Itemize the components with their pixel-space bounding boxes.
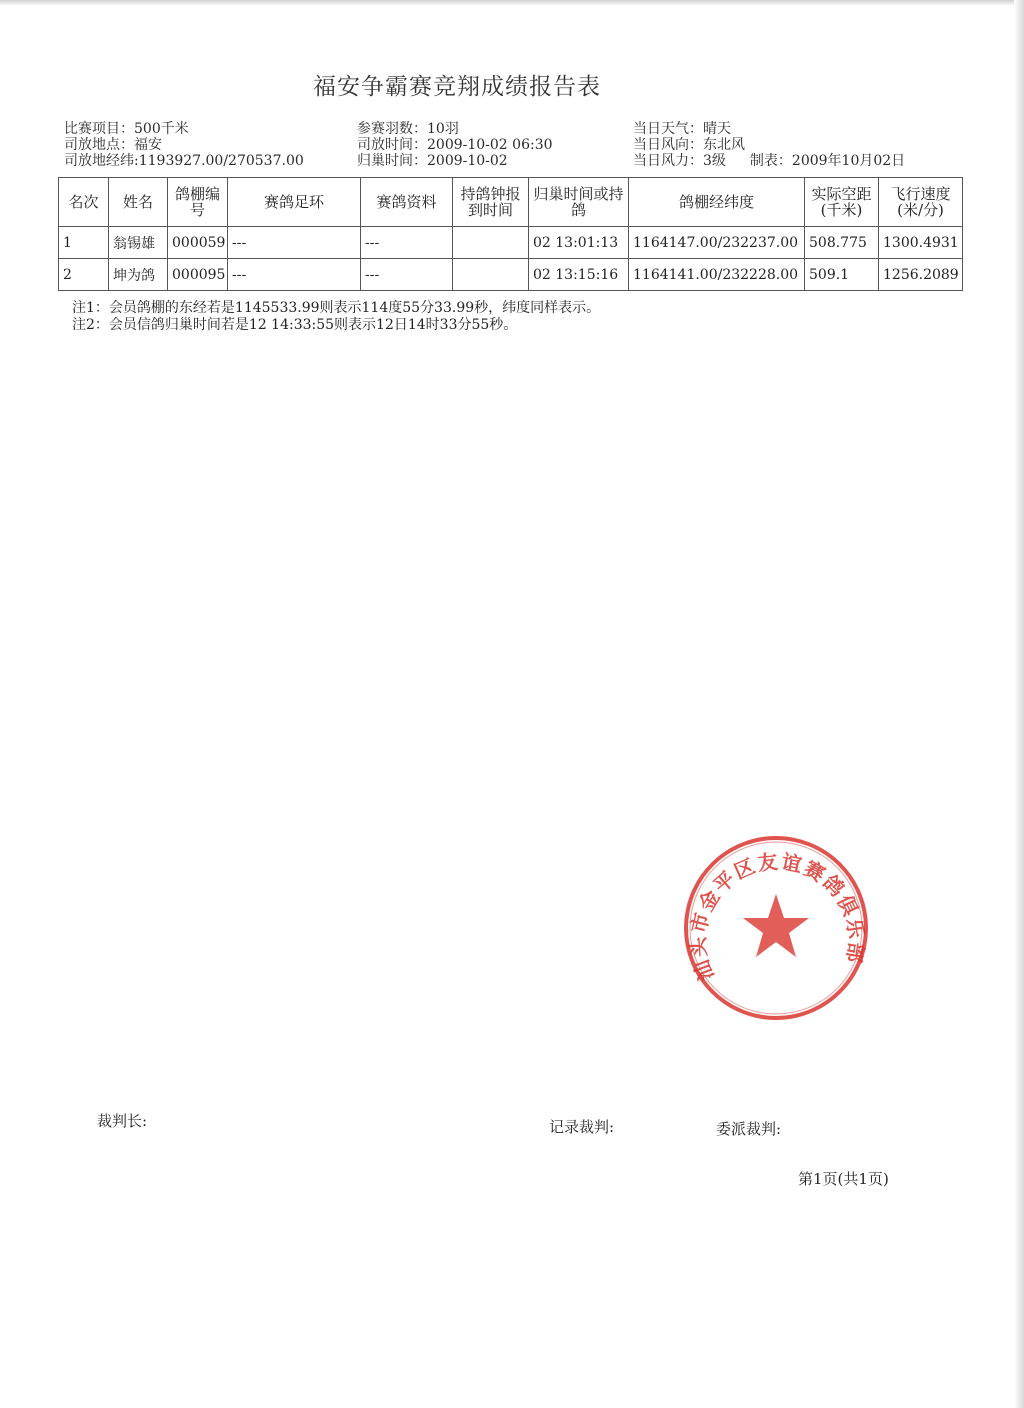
cell-loft-no: 000059: [168, 227, 228, 259]
table-row: [59, 259, 963, 291]
results-table: [58, 177, 963, 291]
seal-text: 汕头市金平区友谊赛鸽俱乐部: [685, 849, 869, 985]
cell-rank: 1: [59, 227, 109, 259]
table-row: [59, 227, 963, 259]
cell-speed: 1300.4931: [879, 227, 963, 259]
cell-coords: 1164141.00/232228.00: [629, 259, 805, 291]
record-referee-label: 记录裁判:: [549, 1118, 615, 1136]
cell-clock: [453, 227, 529, 259]
cell-rank: 2: [59, 259, 109, 291]
report-title: 福安争霸赛竞翔成绩报告表: [313, 74, 601, 100]
meta-column-left: [64, 121, 304, 169]
scan-edge-right: [1014, 0, 1024, 1408]
cell-ring: ---: [228, 259, 361, 291]
notes: [72, 300, 600, 334]
col-header-arrival: 归巢时间或持鸽: [529, 178, 629, 227]
col-header-name: 姓名: [109, 178, 168, 227]
col-header-info: 赛鸽资料: [361, 178, 453, 227]
meta-event: 比赛项目：500千米: [64, 121, 189, 137]
meta-release-coords: 司放地经纬:1193927.00/270537.00: [64, 153, 304, 169]
table-header-row: [59, 178, 963, 227]
meta-release-time: 司放时间：2009-10-02 06:30: [357, 137, 553, 153]
scan-edge-top: [0, 0, 1024, 6]
col-header-speed: 飞行速度(米/分): [879, 178, 963, 227]
meta-weather: 当日天气：晴天: [633, 121, 731, 137]
meta-column-right: [633, 121, 905, 169]
col-header-coords: 鸽棚经纬度: [629, 178, 805, 227]
cell-coords: 1164147.00/232237.00: [629, 227, 805, 259]
cell-clock: [453, 259, 529, 291]
seal-star: [743, 894, 809, 957]
cell-arrival: 02 13:15:16: [529, 259, 629, 291]
meta-wind-force: 当日风力：3级: [633, 153, 726, 169]
cell-distance: 508.775: [805, 227, 879, 259]
col-header-clock: 持鸽钟报到时间: [453, 178, 529, 227]
col-header-loft-no: 鸽棚编号: [168, 178, 228, 227]
meta-wind-direction: 当日风向：东北风: [633, 137, 745, 153]
meta-release-place: 司放地点：福安: [64, 137, 162, 153]
cell-distance: 509.1: [805, 259, 879, 291]
official-seal: [680, 832, 872, 1024]
cell-ring: ---: [228, 227, 361, 259]
cell-speed: 1256.2089: [879, 259, 963, 291]
cell-info: ---: [361, 259, 453, 291]
col-header-ring: 赛鸽足环: [228, 178, 361, 227]
col-header-distance: 实际空距(千米): [805, 178, 879, 227]
cell-name: 翁锡雄: [109, 227, 168, 259]
note-1: 注1：会员鸽棚的东经若是1145533.99则表示114度55分33.99秒，纬度同样表示。: [72, 300, 601, 316]
meta-return-time: 归巢时间：2009-10-02: [357, 153, 508, 169]
cell-arrival: 02 13:01:13: [529, 227, 629, 259]
meta-entries: 参赛羽数：10羽: [357, 121, 459, 137]
meta-column-middle: [357, 121, 553, 169]
cell-info: ---: [361, 227, 453, 259]
cell-loft-no: 000095: [168, 259, 228, 291]
assigned-referee-label: 委派裁判:: [716, 1120, 782, 1138]
col-header-rank: 名次: [59, 178, 109, 227]
chief-referee-label: 裁判长:: [97, 1112, 148, 1130]
meta-made-date: 制表：2009年10月02日: [749, 153, 906, 169]
meta-wind-force-line: [633, 153, 905, 169]
page-number: 第1页(共1页): [798, 1170, 889, 1188]
cell-name: 坤为鸽: [109, 259, 168, 291]
note-2: 注2：会员信鸽归巢时间若是12 14:33:55则表示12日14时33分55秒。: [72, 317, 518, 333]
